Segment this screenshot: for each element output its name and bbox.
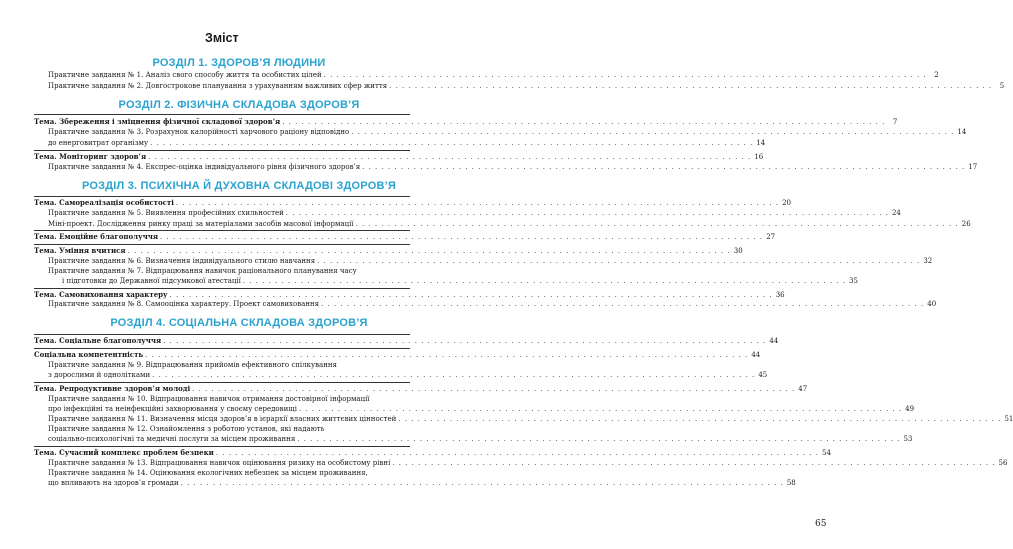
toc-entry-page: 20 [782,199,792,207]
toc-entry-text: Практичне завдання № 11. Визначення місця здоров’я в ієрархії власних життєвих цінностей [48,415,397,423]
toc-entry-text: Практичне завдання № 1. Аналіз свого способу життя та особистих цілей [48,71,322,79]
toc-entry-page: 45 [758,371,768,379]
toc-entry-text: Практичне завдання № 2. Довгострокове планування з урахуванням важливих сфер життя [48,82,388,90]
toc-entry-text: про інфекційні та неінфекційні захворювання у своєму середовищі [48,405,297,413]
toc-entry-text: Практичне завдання № 5. Виявлення професійних схильностей [48,209,284,217]
toc-entry-text: Практичне завдання № 13. Відпрацювання навичок оцінювання ризику на особистому рівні [48,459,391,467]
page-title: Зміст [205,31,239,45]
toc-entry-page: 30 [733,247,743,255]
toc-entry-text: соціально-психологічні та медичні послуги за місцем проживання [48,435,296,443]
page-number: 65 [815,519,827,529]
dot-leader [351,127,954,138]
toc-entry-page: 53 [903,435,913,443]
toc-entry-text: Практичне завдання № 9. Відпрацювання прийомів ефективного спілкування [48,361,337,369]
toc-entry-text: до енерговитрат організму [48,139,149,147]
toc-entry-page: 7 [892,118,898,126]
toc-entry-page: 17 [968,163,978,171]
toc-entry-text: Тема. Самореалізація особистості [34,198,174,207]
toc-entry[interactable] [48,127,967,138]
dot-leader [321,299,924,310]
toc-theme-entry[interactable] [34,383,808,394]
toc-entry-page: 44 [751,351,761,359]
toc-entry-page: 44 [769,337,779,345]
toc-entry-text: Міні-проект. Дослідження ринку праці за матеріалами засобів масової інформації [48,220,354,228]
toc-theme-entry[interactable] [34,151,764,162]
toc-entry[interactable] [48,370,768,381]
toc-entry-text: що впливають на здоров’я громади [48,479,179,487]
toc-entry-text: Тема. Репродуктивне здоров’я молоді [34,384,191,393]
dot-leader [389,81,992,92]
section-heading-2: РОЗДІЛ 2. ФІЗИЧНА СКЛАДОВА ЗДОРОВ’Я [118,99,360,111]
toc-theme-entry[interactable] [34,245,743,256]
toc-entry[interactable] [48,70,939,81]
section-heading-4: РОЗДІЛ 4. СОЦІАЛЬНА СКЛАДОВА ЗДОРОВ’Я [110,317,368,329]
toc-theme-entry[interactable] [34,349,761,360]
toc-entry-text: з дорослими й однолітками [48,371,151,379]
toc-entry-page: 49 [905,405,915,413]
toc-entry-text: Практичне завдання № 6. Визначення індивідуального стилю навчання [48,257,316,265]
toc-entry-page: 24 [891,209,901,217]
toc-entry-text: Тема. Сучасний комплекс проблем безпеки [34,448,214,457]
toc-theme-entry[interactable] [34,116,898,127]
dot-leader [181,478,784,489]
toc-entry-page: 40 [927,300,937,308]
toc-entry-text: Практичне завдання № 4. Експрес-оцінка індивідуального рівня фізичного здоров’я [48,163,361,171]
toc-entry-page: 36 [775,291,785,299]
toc-entry-text: Тема. Уміння вчитися [34,246,126,255]
toc-entry-text: Практичне завдання № 8. Самооцінка характеру. Проект самовиховання [48,300,320,308]
toc-entry-text: Практичне завдання № 7. Відпрацювання навичок раціонального планування часу [48,267,357,275]
toc-entry-page: 14 [957,128,967,136]
dot-leader [324,70,927,81]
dot-leader [163,336,766,347]
divider [34,114,410,115]
toc-entry-page: 51 [1004,415,1013,423]
toc-entry-text: Тема. Моніторинг здоров’я [34,152,147,161]
toc-entry-page: 2 [934,71,939,79]
toc-entry-page: 14 [756,139,766,147]
toc-entry[interactable] [48,478,796,489]
dot-leader [150,138,753,149]
toc-entry[interactable] [62,276,858,287]
toc-entry-page: 5 [999,82,1005,90]
toc-entry[interactable] [48,299,937,310]
toc-entry-page: 58 [786,479,796,487]
dot-leader [398,414,1001,425]
toc-entry-text: Соціальна компетентність [34,350,144,359]
dot-leader [356,219,959,230]
toc-entry-text: Тема. Самовиховання характеру [34,290,168,299]
dot-leader [297,434,900,445]
dot-leader [160,232,763,243]
dot-leader [392,458,995,469]
toc-theme-entry[interactable] [34,231,776,242]
toc-entry[interactable] [48,138,766,149]
toc-entry-text: Практичне завдання № 10. Відпрацювання навичок отримання достовірної інформації [48,395,370,403]
section-heading-1: РОЗДІЛ 1. ЗДОРОВ’Я ЛЮДИНИ [152,57,326,69]
toc-entry[interactable] [48,219,971,230]
toc-entry-page: 35 [849,277,858,285]
toc-entry-text: Практичне завдання № 14. Оцінювання екологічних небезпек за місцем проживання, [48,469,368,477]
toc-entry-page: 54 [822,449,831,457]
toc-entry-text: Практичне завдання № 12. Ознайомлення з роботою установ, які надають [48,425,325,433]
toc-entry-text: Практичне завдання № 3. Розрахунок калорійності харчового раціону відповідно [48,128,350,136]
toc-entry-page: 56 [998,459,1008,467]
toc-theme-entry[interactable] [34,447,831,458]
toc-entry-text: і підготовки до Державної підсумкової атестації [62,277,241,285]
toc-entry[interactable] [48,162,978,173]
toc-entry[interactable] [48,81,1005,92]
toc-theme-entry[interactable] [34,197,792,208]
toc-entry-page: 16 [754,153,764,161]
toc-entry-text: Тема. Соціальне благополуччя [34,336,162,345]
section-heading-3: РОЗДІЛ 3. ПСИХІЧНА Й ДУХОВНА СКЛАДОВІ ЗДОРОВ’Я [82,180,396,192]
toc-entry-text: Тема. Емоційне благополуччя [34,232,159,241]
toc-entry[interactable] [48,208,901,219]
toc-entry-page: 26 [961,220,971,228]
toc-entry[interactable] [48,434,913,445]
dot-leader [286,208,889,219]
dot-leader [362,162,965,173]
dot-leader [152,370,755,381]
toc-entry-text: Тема. Збереження і зміцнення фізичної складової здоров’я [34,117,281,126]
toc-entry-page: 27 [766,233,776,241]
dot-leader [243,276,846,287]
toc-theme-entry[interactable] [34,335,779,346]
toc-entry-page: 47 [798,385,808,393]
toc-entry-page: 32 [923,257,933,265]
